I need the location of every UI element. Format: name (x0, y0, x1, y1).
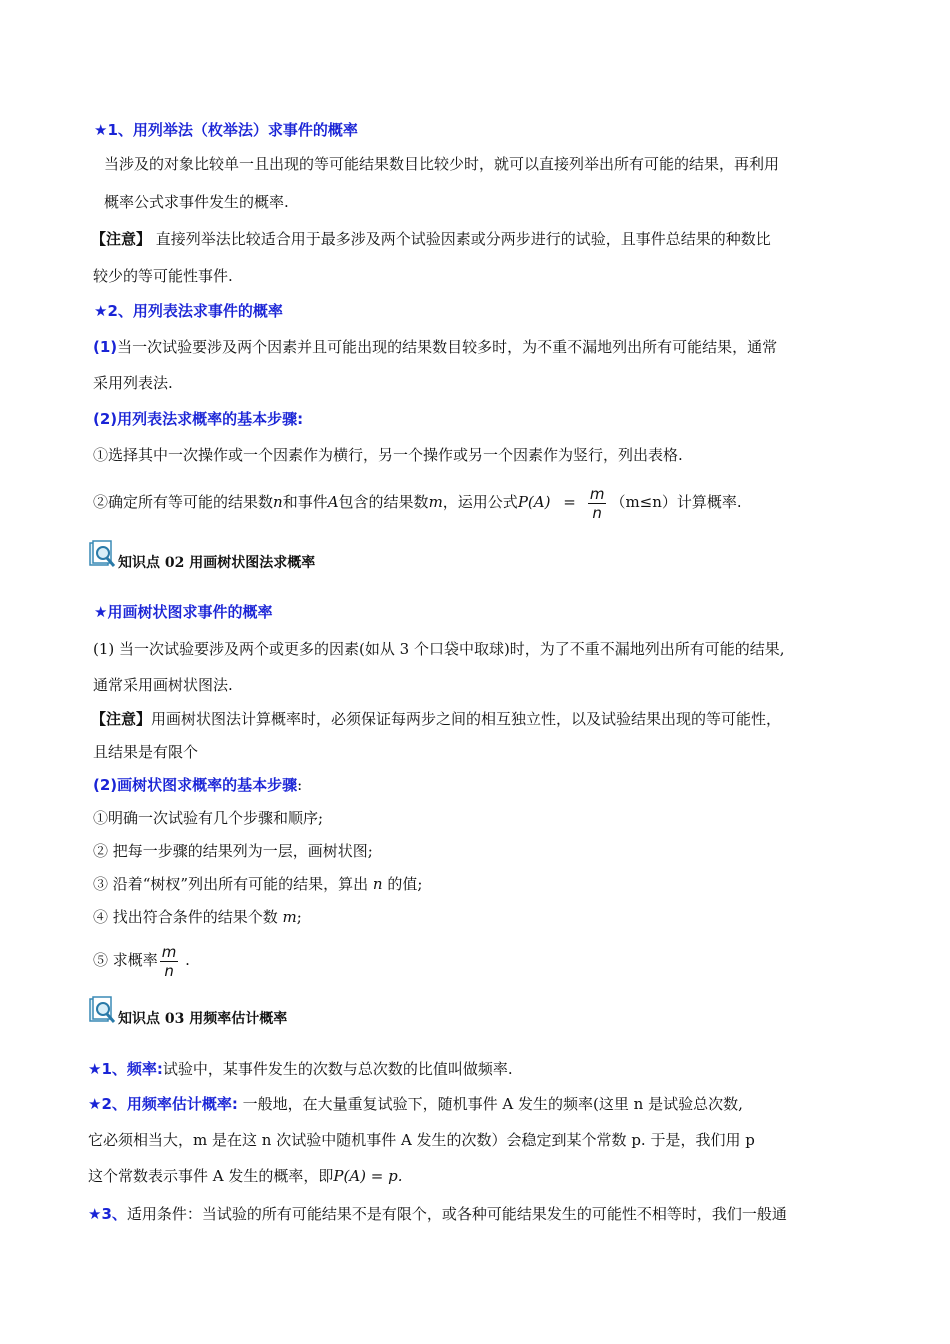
knowledge-point-title: 知识点 03 用频率估计概率 (118, 1011, 288, 1027)
heading-table-steps: (2)用列表法求概率的基本步骤: (93, 410, 304, 428)
note-text: 用画树状图法计算概率时，必须保证每两步之间的相互独立性，以及试验结果出现的等可能性， (151, 710, 782, 728)
paragraph-table-line1 (93, 337, 777, 357)
frequency-estimate-line1: ★2、用频率估计概率: 一般地，在大量重复试验下，随机事件 A 发生的频率(这里 n 是试验总次数, (88, 1095, 743, 1113)
fraction-m-over-n: $\frac{m}{n}$ (589, 484, 605, 522)
applicable-conditions: ★3、适用条件：当试验的所有可能结果不是有限个，或各种可能结果发生的可能性不相等时，我们一般通 (88, 1205, 787, 1223)
item-label-1: (1) (93, 338, 118, 356)
paragraph-enumeration-line1: 当涉及的对象比较单一且出现的等可能结果数目比较少时，就可以直接列举出所有可能的结果，再利用 (104, 155, 780, 173)
note-label: 【注意】 (91, 230, 152, 248)
frequency-definition: ★1、频率:试验中，某事件发生的次数与总次数的比值叫做频率. (88, 1060, 513, 1078)
knowledge-point-title: 知识点 02 用画树状图法求概率 (118, 555, 316, 571)
table-step-2: ②确定所有等可能的结果数n和事件A包含的结果数m，运用公式P(A) = $\frac{m}{n}$ （m≤n）计算概率. (93, 484, 742, 522)
table-step-1: ①选择其中一次操作或一个因素作为横行，另一个操作或另一个因素作为竖行，列出表格. (93, 446, 683, 464)
heading-table-method: ★2、用列表法求事件的概率 (94, 302, 283, 320)
tree-step-3: ③ 沿着“树杈”列出所有可能的结果，算出 n 的值; (93, 875, 423, 893)
heading-tree-steps: (2)画树状图求概率的基本步骤: (93, 776, 303, 794)
magnifier-doc-icon (88, 540, 118, 570)
note-enumeration-line2: 较少的等可能性事件. (93, 267, 233, 285)
note-text: 直接列举法比较适合用于最多涉及两个试验因素或分两步进行的试验，且事件总结果的种数比 (151, 230, 771, 248)
paragraph-enumeration-line2: 概率公式求事件发生的概率. (104, 193, 289, 211)
frequency-estimate-line3: 这个常数表示事件 A 发生的概率，即P(A) = p. (88, 1167, 403, 1185)
note-tree (91, 709, 781, 729)
frequency-estimate-line2: 它必须相当大，m 是在这 n 次试验中随机事件 A 发生的次数）会稳定到某个常数 p. 于是，我们用 p (88, 1131, 755, 1149)
heading-enumeration: ★1、用列举法（枚举法）求事件的概率 (94, 121, 358, 139)
paragraph-tree-line1: (1) 当一次试验要涉及两个或更多的因素(如从 3 个口袋中取球)时，为了不重不漏地列出所有可能的结果, (93, 640, 785, 658)
tree-step-1: ①明确一次试验有几个步骤和顺序; (93, 809, 324, 827)
heading-tree-diagram: ★用画树状图求事件的概率 (94, 603, 273, 621)
note-tree-line2: 且结果是有限个 (93, 743, 199, 761)
fraction-m-over-n: $\frac{m}{n}$ (161, 942, 177, 980)
magnifier-doc-icon (88, 996, 118, 1026)
paragraph-tree-line2: 通常采用画树状图法. (93, 676, 233, 694)
note-label: 【注意】 (91, 710, 152, 728)
note-enumeration (91, 229, 771, 249)
tree-step-2: ② 把每一步骤的结果列为一层，画树状图; (93, 842, 373, 860)
paragraph-table-line2: 采用列表法. (93, 374, 173, 392)
tree-step-4: ④ 找出符合条件的结果个数 m; (93, 908, 302, 926)
tree-step-5: ⑤ 求概率 $\frac{m}{n}$ . (93, 942, 190, 980)
item-text: 当一次试验要涉及两个因素并且可能出现的结果数目较多时，为不重不漏地列出所有可能结果，通常 (117, 338, 778, 356)
